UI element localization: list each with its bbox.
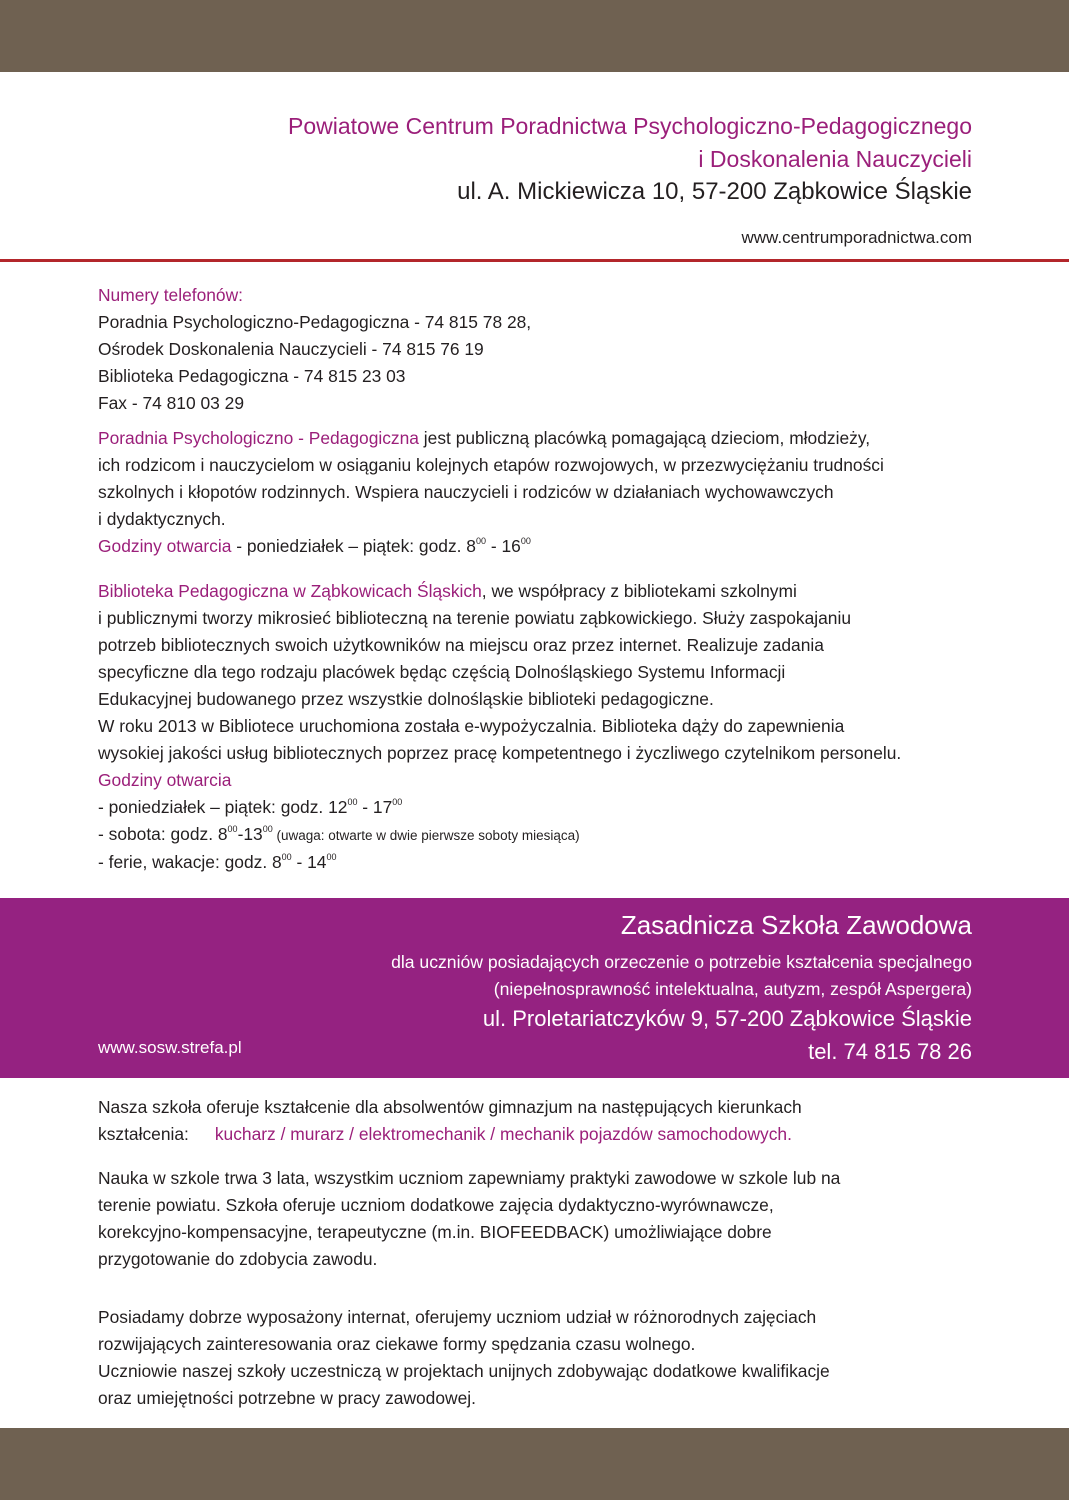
hours-sup: 00 <box>347 797 358 807</box>
center-title-line1: Powiatowe Centrum Poradnictwa Psychologiczno-Pedagogicznego <box>288 113 972 139</box>
biblioteka-hours-label: Godziny otwarcia <box>98 770 232 790</box>
top-band <box>0 0 1069 72</box>
phones-section <box>98 282 531 417</box>
saturday-note: (uwaga: otwarte w dwie pierwsze soboty miesiąca) <box>272 828 580 843</box>
hours-saturday <box>98 821 901 849</box>
school-website-link[interactable]: www.sosw.strefa.pl <box>98 1038 242 1057</box>
school-phone: tel. 74 815 78 26 <box>808 1039 972 1064</box>
poradnia-intro-line <box>98 425 884 452</box>
hours-text: - 17 <box>357 797 393 817</box>
hours-holidays <box>98 849 901 876</box>
extras-line: rozwijających zainteresowania oraz ciekawe formy spędzania czasu wolnego. <box>98 1334 696 1354</box>
biblioteka-text-line: specyficzne dla tego rodzaju placówek będąc częścią Dolnośląskiego Systemu Informacji <box>98 662 786 682</box>
biblioteka-intro-line <box>98 578 901 605</box>
hours-sup: 00 <box>227 824 238 834</box>
poradnia-hours-text: - poniedziałek – piątek: godz. 8 <box>231 536 476 556</box>
study-section <box>98 1165 840 1273</box>
biblioteka-text-line: potrzeb bibliotecznych swoich użytkowników na miejscu oraz przez internet. Realizuje zadania <box>98 635 824 655</box>
poradnia-intro-text: jest publiczną placówką pomagającą dzieciom, młodzieży, <box>418 428 871 448</box>
study-line: Nauka w szkole trwa 3 lata, wszystkim uczniom zapewniamy praktyki zawodowe w szkole lub na <box>98 1168 841 1188</box>
school-subtitle-line2: (niepełnosprawność intelektualna, autyzm, zespół Aspergera) <box>493 979 972 999</box>
poradnia-text-line: szkolnych i kłopotów rodzinnych. Wspiera nauczycieli i rodziców w działaniach wychowawczych <box>98 482 834 502</box>
offer-courses: kucharz / murarz / elektromechanik / mechanik pojazdów samochodowych. <box>214 1124 792 1144</box>
poradnia-name: Poradnia Psychologiczno - Pedagogiczna <box>98 428 419 448</box>
school-subtitle-line1: dla uczniów posiadających orzeczenie o potrzebie kształcenia specjalnego <box>391 952 972 972</box>
phone-line: Poradnia Psychologiczno-Pedagogiczna - 74 815 78 28, <box>98 312 532 332</box>
center-address: ul. A. Mickiewicza 10, 57-200 Ząbkowice Śląskie <box>457 178 972 205</box>
poradnia-section <box>98 425 884 560</box>
hours-sup: 00 <box>262 824 273 834</box>
biblioteka-section <box>98 578 901 876</box>
fax-line: Fax - 74 810 03 29 <box>98 393 244 413</box>
school-name: Zasadnicza Szkoła Zawodowa <box>620 910 972 940</box>
phone-line: Biblioteka Pedagogiczna - 74 815 23 03 <box>98 366 406 386</box>
study-line: terenie powiatu. Szkoła oferuje uczniom dodatkowe zajęcia dydaktyczno-wyrównawcze, <box>98 1195 774 1215</box>
offer-section <box>98 1094 802 1148</box>
header-divider <box>0 259 1069 262</box>
hours-sup: 00 <box>475 536 486 546</box>
biblioteka-text-line: wysokiej jakości usług bibliotecznych poprzez pracę kompetentnego i życzliwego czytelnikom personelu. <box>98 743 902 763</box>
study-line: korekcyjno-kompensacyjne, terapeutyczne (m.in. BIOFEEDBACK) umożliwiające dobre <box>98 1222 772 1242</box>
hours-text: - 14 <box>291 852 327 872</box>
extras-section <box>98 1304 830 1412</box>
poradnia-text-line: i dydaktycznych. <box>98 509 226 529</box>
hours-text: - sobota: godz. 8 <box>98 824 228 844</box>
phones-heading: Numery telefonów: <box>98 285 243 305</box>
offer-line: Nasza szkoła oferuje kształcenie dla absolwentów gimnazjum na następujących kierunkach <box>98 1097 802 1117</box>
biblioteka-text-line: i publicznymi tworzy mikrosieć biblioteczną na terenie powiatu ząbkowickiego. Służy zaspokajaniu <box>98 608 851 628</box>
hours-sup: 00 <box>520 536 531 546</box>
hours-sup: 00 <box>281 852 292 862</box>
offer-prefix: kształcenia: <box>98 1124 189 1144</box>
offer-courses-line <box>98 1121 802 1148</box>
biblioteka-text-line: Edukacyjnej budowanego przez wszystkie dolnośląskie biblioteki pedagogiczne. <box>98 689 714 709</box>
center-website-link[interactable]: www.centrumporadnictwa.com <box>741 228 972 247</box>
poradnia-hours-label: Godziny otwarcia <box>98 536 232 556</box>
poradnia-hours-end: - 16 <box>486 536 521 556</box>
center-title-line2: i Doskonalenia Nauczycieli <box>698 146 972 172</box>
biblioteka-name: Biblioteka Pedagogiczna w Ząbkowicach Śląskich <box>98 581 482 601</box>
hours-weekday <box>98 794 901 821</box>
poradnia-hours <box>98 533 884 560</box>
school-banner <box>0 898 1069 1078</box>
phone-line: Ośrodek Doskonalenia Nauczycieli - 74 815 76 19 <box>98 339 484 359</box>
study-line: przygotowanie do zdobycia zawodu. <box>98 1249 378 1269</box>
biblioteka-intro-text: , we współpracy z bibliotekami szkolnymi <box>481 581 797 601</box>
bottom-band <box>0 1428 1069 1500</box>
biblioteka-text-line: W roku 2013 w Bibliotece uruchomiona została e-wypożyczalnia. Biblioteka dąży do zapewnienia <box>98 716 845 736</box>
hours-text: -13 <box>237 824 263 844</box>
poradnia-text-line: ich rodzicom i nauczycielom w osiąganiu kolejnych etapów rozwojowych, w przezwyciężaniu trudności <box>98 455 884 475</box>
extras-line: oraz umiejętności potrzebne w pracy zawodowej. <box>98 1388 476 1408</box>
extras-line: Posiadamy dobrze wyposażony internat, oferujemy uczniom udział w różnorodnych zajęciach <box>98 1307 817 1327</box>
hours-sup: 00 <box>326 852 337 862</box>
hours-text: - ferie, wakacje: godz. 8 <box>98 852 282 872</box>
school-address: ul. Proletariatczyków 9, 57-200 Ząbkowice Śląskie <box>482 1006 972 1031</box>
extras-line: Uczniowie naszej szkoły uczestniczą w projektach unijnych zdobywając dodatkowe kwalifikacje <box>98 1361 830 1381</box>
hours-sup: 00 <box>392 797 403 807</box>
hours-text: - poniedziałek – piątek: godz. 12 <box>98 797 348 817</box>
